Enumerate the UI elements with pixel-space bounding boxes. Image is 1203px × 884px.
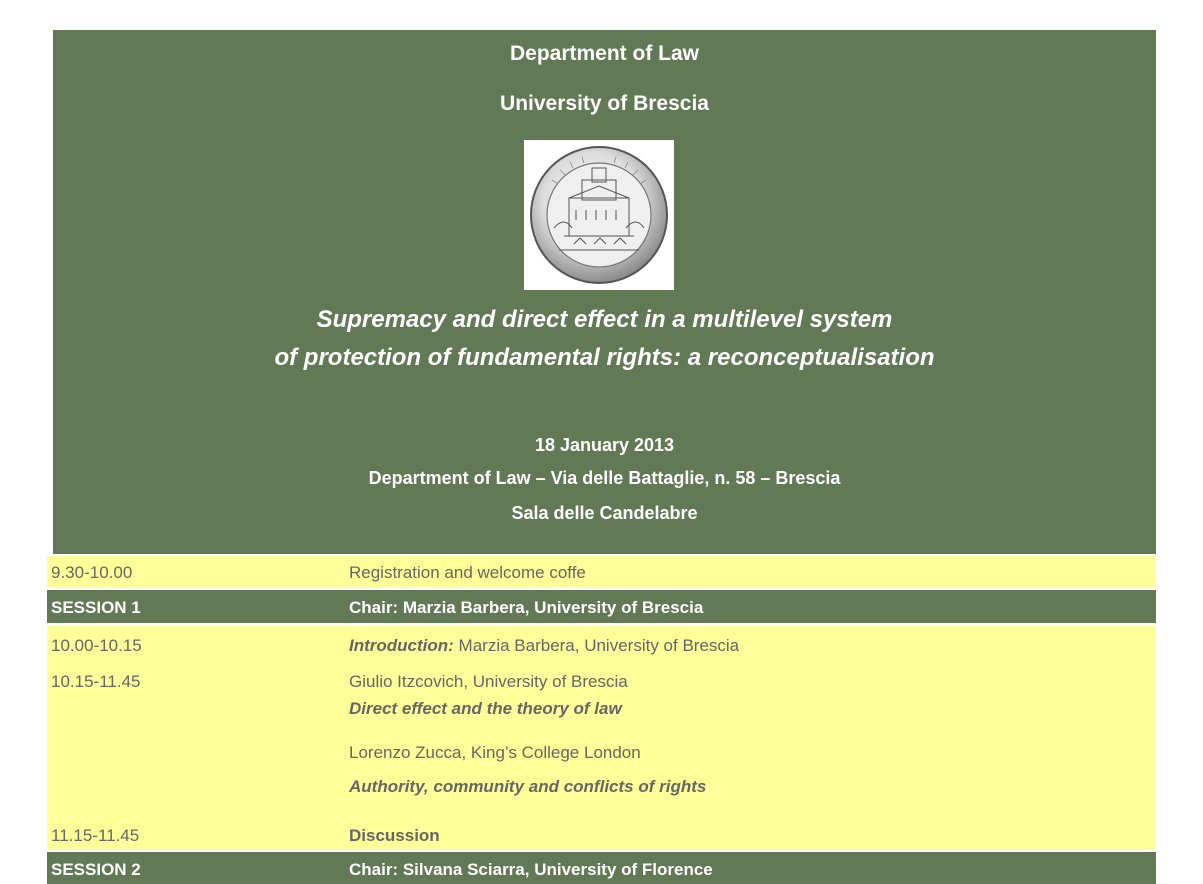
seal-graphic xyxy=(524,140,674,290)
schedule-row-registration xyxy=(47,556,1156,587)
session-chair: Chair: Silvana Sciarra, University of Florence xyxy=(349,860,713,879)
event-room: Sala delle Candelabre xyxy=(511,503,698,523)
talk-title-2: Authority, community and conflicts of rights xyxy=(349,777,707,796)
session-header-1 xyxy=(47,590,1156,623)
department-name: Department of Law xyxy=(509,42,700,65)
talk-title-1: Direct effect and the theory of law xyxy=(349,699,622,718)
time-cell: 11.15-11.45 xyxy=(51,826,140,845)
event-venue: Department of Law – Via delle Battaglie, n. 58 – Brescia xyxy=(368,468,841,488)
event-title-line2: of protection of fundamental rights: a reconceptualisation xyxy=(274,344,935,371)
event-date: 18 January 2013 xyxy=(534,435,675,455)
session-label: SESSION 1 xyxy=(51,598,141,617)
intro-speaker: Marzia Barbera, University of Brescia xyxy=(458,636,740,655)
event-title-line1: Supremacy and direct effect in a multilevel system xyxy=(316,306,893,333)
event-header xyxy=(53,30,1156,554)
speaker-1: Giulio Itzcovich, University of Brescia xyxy=(349,672,628,691)
session-chair: Chair: Marzia Barbera, University of Brescia xyxy=(349,598,704,617)
session-header-2 xyxy=(47,852,1156,884)
intro-label: Introduction: xyxy=(349,636,454,655)
session-label: SESSION 2 xyxy=(51,860,141,879)
activity-cell xyxy=(349,636,739,656)
schedule-block-session1 xyxy=(47,626,1156,850)
university-name: University of Brescia xyxy=(500,92,709,115)
time-cell: 10.00-10.15 xyxy=(51,636,142,655)
time-cell: 9.30-10.00 xyxy=(51,563,133,582)
activity-cell: Discussion xyxy=(349,826,440,845)
time-cell: 10.15-11.45 xyxy=(51,672,141,691)
university-seal-icon xyxy=(524,140,674,290)
speaker-2: Lorenzo Zucca, King’s College London xyxy=(349,743,641,762)
activity-cell: Registration and welcome coffe xyxy=(349,563,586,582)
